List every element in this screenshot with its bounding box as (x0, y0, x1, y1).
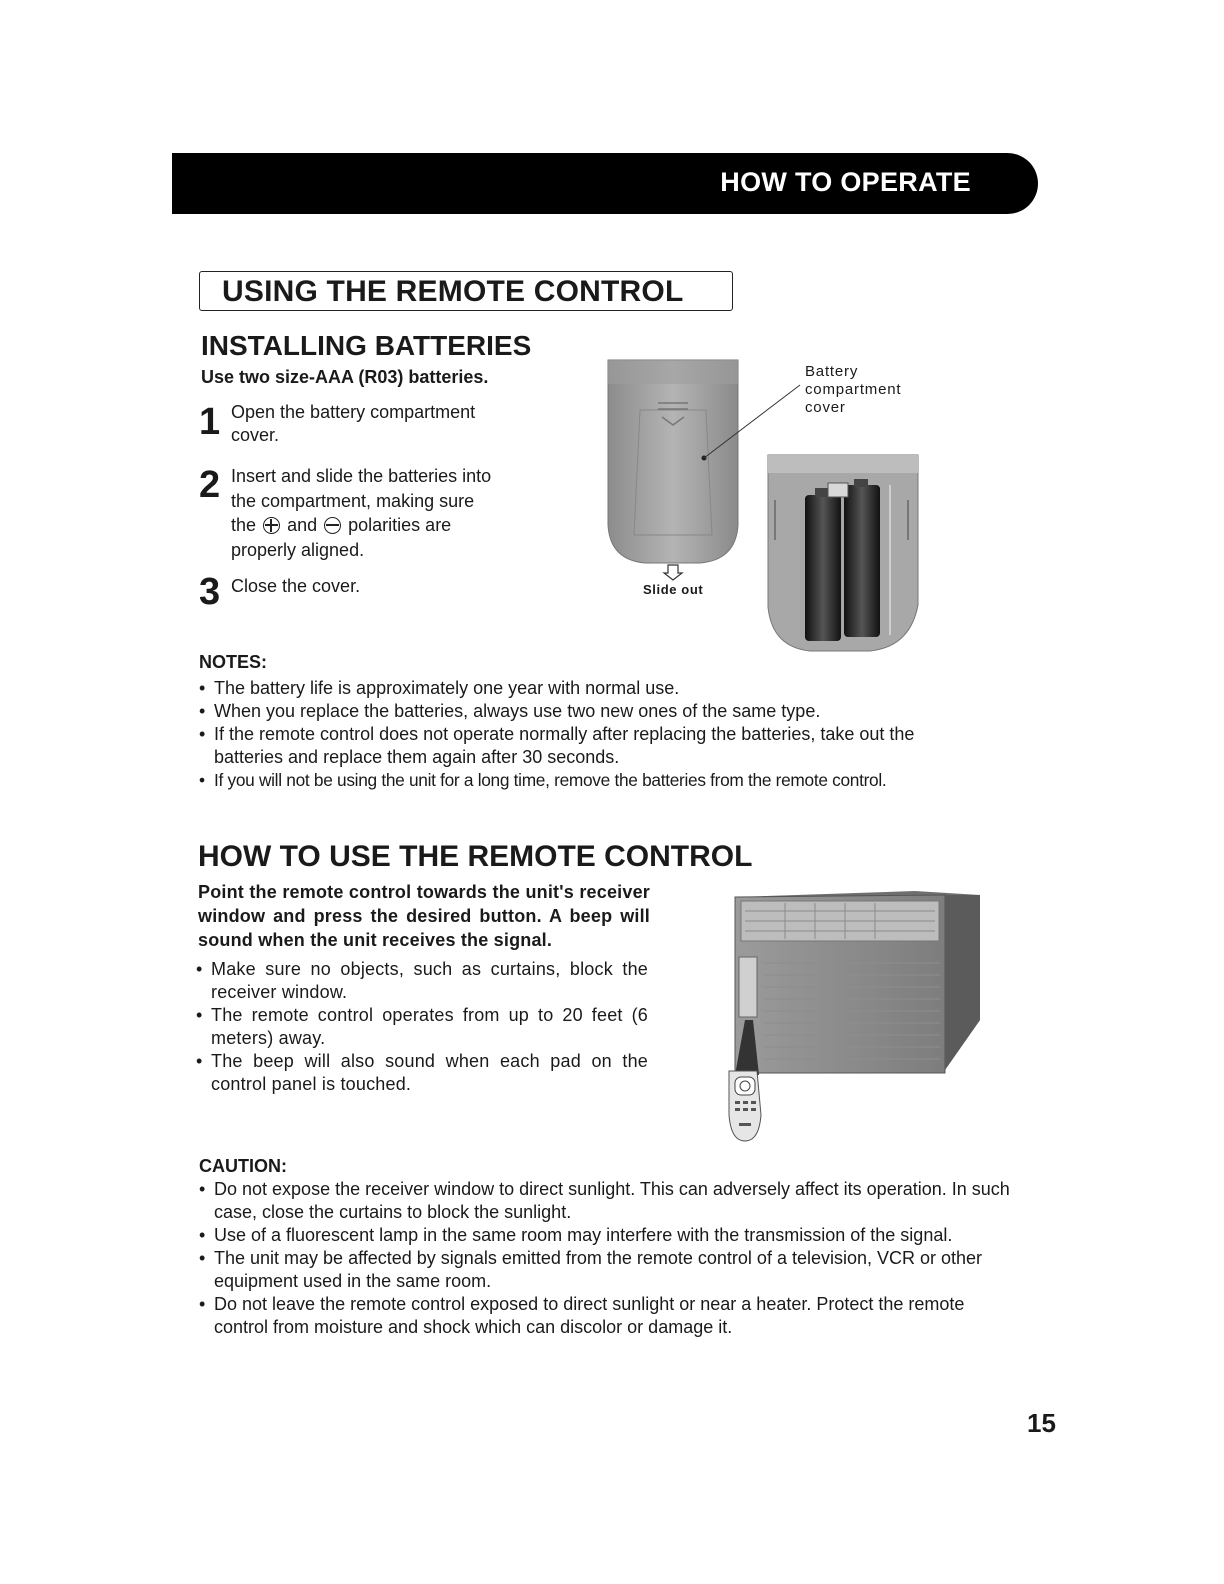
step-text (231, 401, 571, 447)
step-number: 2 (199, 464, 221, 506)
step-text: Close the cover. (231, 576, 361, 596)
callout-line-text: cover (805, 399, 846, 416)
list-item: • If you will not be using the unit for a long time, remove the batteries from the remote control. (199, 769, 989, 792)
list-item: • The unit may be affected by signals emitted from the remote control of a television, VCR or other equipment used in the same room. (199, 1247, 1019, 1293)
step-text-fragment: the (231, 515, 257, 535)
section-title-box (199, 271, 733, 311)
step-line-polarity (231, 513, 571, 538)
list-item: • If the remote control does not operate normally after replacing the batteries, take out the batteries and replace them again after 30 seconds. (199, 723, 974, 769)
how-to-use-lead: Point the remote control towards the unit's receiver window and press the desired button. A beep will sound when the unit receives the signal. (198, 882, 650, 950)
step-line: properly aligned. (231, 539, 365, 560)
callout-line-text: Battery (805, 363, 859, 380)
step-line: Open the battery compartment (231, 402, 476, 422)
remote-control-image (729, 1071, 761, 1141)
step-text-fragment: polarities are (348, 515, 452, 535)
step-number: 1 (199, 401, 221, 443)
list-item: • When you replace the batteries, always use two new ones of the same type. (199, 700, 989, 723)
how-to-use-list (196, 958, 648, 1096)
how-to-use-heading: HOW TO USE THE REMOTE CONTROL (198, 840, 753, 873)
list-item: • Use of a fluorescent lamp in the same room may interfere with the transmission of the signal. (199, 1224, 1019, 1247)
remote-open-image (768, 455, 918, 651)
step-text (231, 464, 571, 562)
step-text-fragment: and (287, 515, 318, 535)
air-conditioner-image (735, 891, 980, 1075)
minus-polarity-icon (324, 517, 341, 534)
list-item: • The battery life is approximately one year with normal use. (199, 677, 989, 700)
remote-back-image (608, 360, 738, 563)
list-item: • Do not leave the remote control exposed to direct sunlight or near a heater. Protect the remote control from moisture and shock which can discolor or damage it. (199, 1293, 1019, 1339)
header-bar (172, 153, 1038, 214)
notes-list (199, 677, 989, 792)
step-line: the compartment, making sure (231, 490, 475, 511)
list-item: • Make sure no objects, such as curtains, block the receiver window. (196, 958, 648, 1004)
slide-out-label: Slide out (643, 582, 704, 597)
installing-lead: Use two size-AAA (R03) batteries. (201, 367, 489, 387)
list-item: • Do not expose the receiver window to direct sunlight. This can adversely affect its operation. In such case, close the curtains to block the sunlight. (199, 1178, 1019, 1224)
notes-heading: NOTES: (199, 652, 268, 672)
header-title: HOW TO OPERATE (720, 167, 971, 197)
step-line: cover. (231, 425, 280, 445)
step-number: 3 (199, 571, 221, 613)
list-item: • The beep will also sound when each pad on the control panel is touched. (196, 1050, 648, 1096)
step-line: Insert and slide the batteries into (231, 466, 492, 486)
slide-arrow-icon (664, 565, 682, 580)
callout-line-text: compartment (805, 381, 902, 398)
caution-list (199, 1178, 1019, 1339)
list-item: • The remote control operates from up to 20 feet (6 meters) away. (196, 1004, 648, 1050)
air-conditioner-figure (715, 885, 990, 1145)
page-number: 15 (1027, 1408, 1056, 1438)
battery-callout (805, 363, 901, 417)
installing-heading: INSTALLING BATTERIES (201, 330, 532, 361)
section-title: USING THE REMOTE CONTROL (222, 275, 684, 308)
plus-polarity-icon (263, 517, 280, 534)
caution-heading: CAUTION: (199, 1156, 287, 1176)
